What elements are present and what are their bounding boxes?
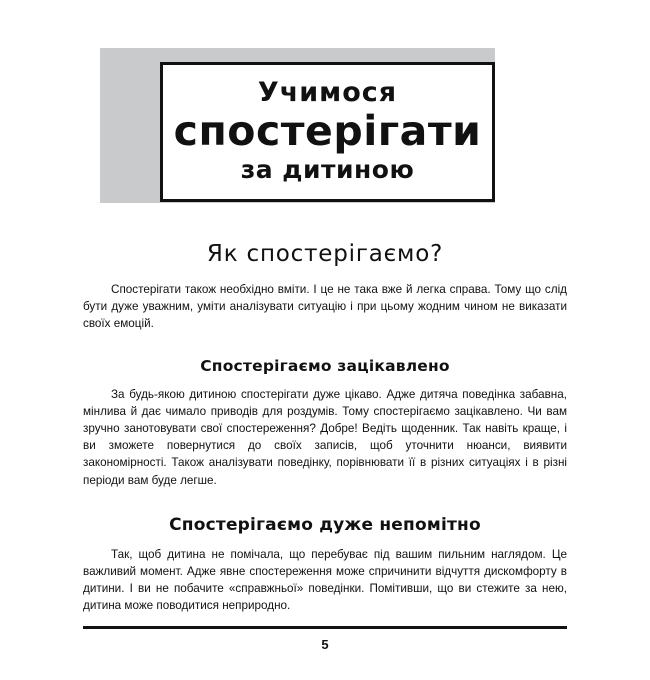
footer-divider	[83, 626, 567, 629]
page	[0, 30, 650, 680]
section-intro-paragraph: Спостерігати також необхідно вміти. І це не така вже й легка справа. Тому що слід бути дуже уважним, уміти аналізувати ситуацію і при цьому жодним чином не виказати своїх емоцій.	[83, 283, 567, 331]
title-line-1: Учимося	[257, 76, 398, 108]
content-area	[83, 241, 567, 615]
page-number: 5	[321, 637, 329, 652]
title-line-2: спостерігати	[173, 106, 482, 155]
subsection-paragraph-1: За будь-якою дитиною спостерігати дуже цікаво. Адже дитяча поведінка забавна, мінлива й дає чимало приводів для роздумів. Тому спостерігаємо зацікавлено. Чи вам зручно занотовувати свої спостереження? Добре! Ведіть щоденник. Так навіть краще, і ви зможете повернутися до своїх записів, щоб уточнити нюанси, виявити закономірності. Також аналізувати поведінку, порівнювати її в різних ситуаціях і в різні періоди вам буде легше.	[83, 387, 567, 487]
subsection-paragraph-2: Так, щоб дитина не помічала, що перебуває під вашим пильним наглядом. Це важливий момент. Адже явне спостереження може спричинити відчуття дискомфорту в дитини. І ви не побачите «справжньої» поведінки. Помітивши, що ви стежите за нею, дитина може поводитися неприродно.	[83, 547, 567, 613]
subsection-heading-1: Спостерігаємо зацікавлено	[200, 356, 450, 375]
subsection-heading-2: Спостерігаємо дуже непомітно	[169, 514, 481, 535]
title-line-3: за дитиною	[240, 155, 415, 185]
section-heading: Як спостерігаємо?	[206, 241, 444, 267]
page-footer	[83, 626, 567, 652]
title-block	[0, 30, 650, 205]
title-box	[160, 62, 495, 202]
